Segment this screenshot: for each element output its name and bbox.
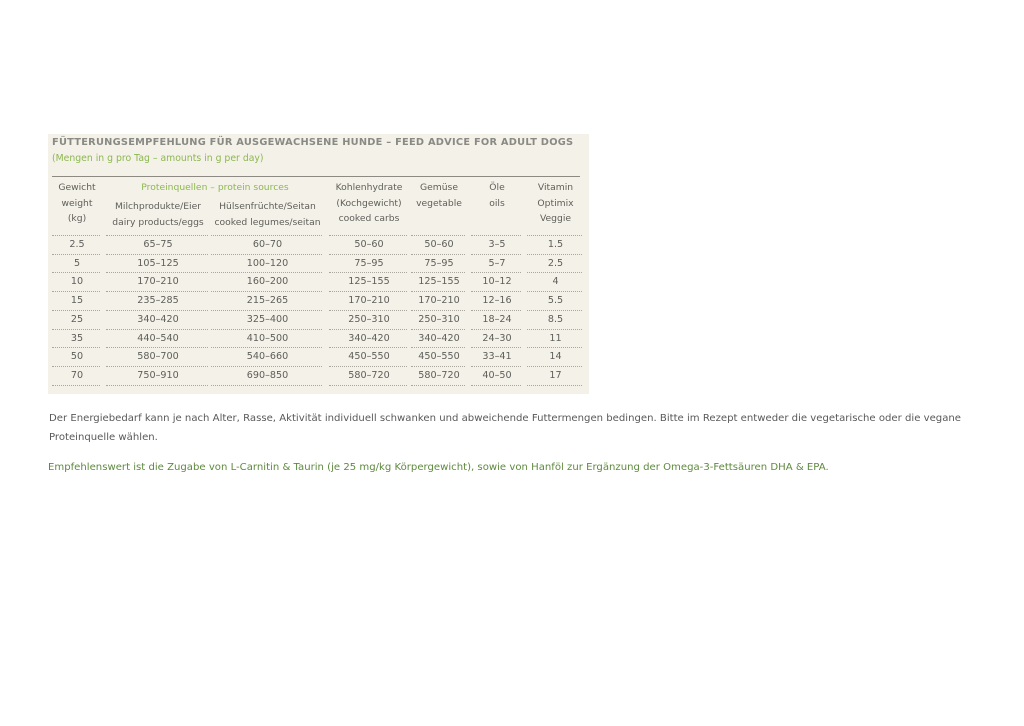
row-divider [106,329,208,330]
cell-weight: 10 [70,276,84,288]
cell-vegetables: 170–210 [418,295,460,307]
row-divider [106,347,208,348]
cell-dairy: 750–910 [137,369,179,381]
cell-oils: 12–16 [482,295,512,307]
cell-legumes: 690–850 [246,369,289,381]
row-divider [471,254,521,255]
row-divider [52,272,100,273]
row-divider [211,347,322,348]
row-divider [211,235,322,236]
cell-vegetables: 450–550 [418,351,460,363]
cell-dairy: 65–75 [143,239,173,250]
cell-oils: 33–41 [482,351,512,363]
cell-carbs: 125–155 [348,276,390,288]
feeding-table [48,134,589,394]
cell-carbs: 450–550 [348,351,390,363]
cell-vegetables: 75–95 [424,257,454,269]
cell-vegetables: 125–155 [418,276,460,288]
cell-carbs: 75–95 [354,257,384,269]
row-divider [211,310,322,311]
cell-vitamin: 1.5 [547,239,564,250]
header-weight: Gewicht weight (kg) [58,182,96,225]
cell-weight: 35 [70,332,84,344]
supplement-advice: Empfehlenswert ist die Zugabe von L-Carnitin & Taurin (je 25 mg/kg Körpergewicht), sowie von Hanföl zur Ergänzung der Omega-3-Fettsäuren DHA & EPA. [48,462,829,473]
energy-note: Der Energiebedarf kann je nach Alter, Rasse, Aktivität individuell schwanken und abweichende Futtermengen bedingen. Bitte im Rezept entweder die vegetarische oder die vegane Proteinquelle wählen. [49,413,961,443]
header-top-rule [52,176,580,177]
row-divider [52,235,100,236]
row-divider [329,235,407,236]
row-divider [527,347,582,348]
row-divider [211,291,322,292]
row-divider [411,347,465,348]
cell-carbs: 170–210 [348,295,390,307]
row-divider [329,254,407,255]
row-divider [411,329,465,330]
row-divider [527,385,582,386]
cell-legumes: 410–500 [246,332,289,344]
row-divider [106,235,208,236]
cell-weight: 50 [70,351,84,363]
row-divider [211,385,322,386]
header-vitamin: Vitamin Optimix Veggie [537,182,574,225]
cell-vegetables: 50–60 [424,239,454,250]
cell-dairy: 440–540 [137,332,179,344]
cell-oils: 24–30 [482,332,512,344]
row-divider [471,366,521,367]
row-divider [471,310,521,311]
row-divider [411,254,465,255]
header-oils: Öle oils [489,182,505,209]
row-divider [471,347,521,348]
cell-carbs: 50–60 [354,239,384,250]
cell-dairy: 105–125 [137,257,179,269]
cell-oils: 40–50 [482,369,512,381]
cell-vitamin: 17 [549,369,562,381]
cell-legumes: 100–120 [246,257,289,269]
row-divider [211,366,322,367]
header-dairy: Milchprodukte/Eier dairy products/eggs [112,201,204,228]
row-divider [52,385,100,386]
row-divider [527,254,582,255]
row-divider [471,272,521,273]
row-divider [471,329,521,330]
cell-legumes: 540–660 [246,351,289,363]
cell-vegetables: 340–420 [418,332,460,344]
row-divider [106,310,208,311]
table-title: FÜTTERUNGSEMPFEHLUNG FÜR AUSGEWACHSENE HUNDE – FEED ADVICE FOR ADULT DOGS [52,137,574,148]
header-protein-group: Proteinquellen – protein sources [141,182,289,193]
row-divider [471,385,521,386]
row-divider [211,254,322,255]
row-divider [527,272,582,273]
cell-dairy: 235–285 [137,295,179,307]
cell-vegetables: 580–720 [418,369,460,381]
row-divider [471,291,521,292]
row-divider [411,366,465,367]
row-divider [106,272,208,273]
cell-oils: 10–12 [482,276,512,288]
row-divider [527,329,582,330]
row-divider [106,254,208,255]
cell-weight: 25 [70,313,84,325]
cell-weight: 70 [70,369,84,381]
cell-oils: 3–5 [488,239,506,250]
row-divider [52,347,100,348]
cell-vitamin: 14 [549,351,562,363]
row-divider [211,272,322,273]
row-divider [527,291,582,292]
row-divider [411,291,465,292]
row-divider [329,329,407,330]
row-divider [52,254,100,255]
cell-dairy: 170–210 [137,276,179,288]
row-divider [106,366,208,367]
header-vegetables: Gemüse vegetable [416,182,462,209]
cell-carbs: 250–310 [348,313,390,325]
cell-vitamin: 11 [549,332,562,344]
cell-weight: 15 [70,295,84,307]
cell-legumes: 325–400 [246,313,289,325]
cell-weight: 5 [73,257,81,269]
row-divider [411,272,465,273]
cell-legumes: 215–265 [246,295,289,307]
row-divider [471,235,521,236]
cell-weight: 2.5 [69,239,85,250]
row-divider [52,291,100,292]
cell-vegetables: 250–310 [418,313,460,325]
row-divider [211,329,322,330]
cell-oils: 5–7 [488,257,506,269]
row-divider [329,291,407,292]
row-divider [411,235,465,236]
row-divider [329,272,407,273]
row-divider [52,366,100,367]
row-divider [527,366,582,367]
cell-vitamin: 5.5 [547,295,564,307]
header-legumes: Hülsenfrüchte/Seitan cooked legumes/seitan [214,201,321,228]
cell-legumes: 60–70 [252,239,283,250]
row-divider [52,329,100,330]
cell-legumes: 160–200 [246,276,289,288]
row-divider [329,310,407,311]
cell-vitamin: 4 [552,276,559,288]
cell-carbs: 340–420 [348,332,390,344]
row-divider [411,385,465,386]
row-divider [411,310,465,311]
table-subtitle: (Mengen in g pro Tag – amounts in g per day) [52,153,264,164]
row-divider [527,310,582,311]
row-divider [52,310,100,311]
cell-dairy: 340–420 [137,313,179,325]
row-divider [329,347,407,348]
cell-oils: 18–24 [482,313,512,325]
header-carbs: Kohlenhydrate (Kochgewicht) cooked carbs [335,182,403,225]
row-divider [527,235,582,236]
row-divider [329,385,407,386]
row-divider [329,366,407,367]
row-divider [106,385,208,386]
cell-vitamin: 2.5 [547,257,564,269]
cell-vitamin: 8.5 [547,313,564,325]
cell-dairy: 580–700 [137,351,179,363]
row-divider [106,291,208,292]
cell-carbs: 580–720 [348,369,390,381]
